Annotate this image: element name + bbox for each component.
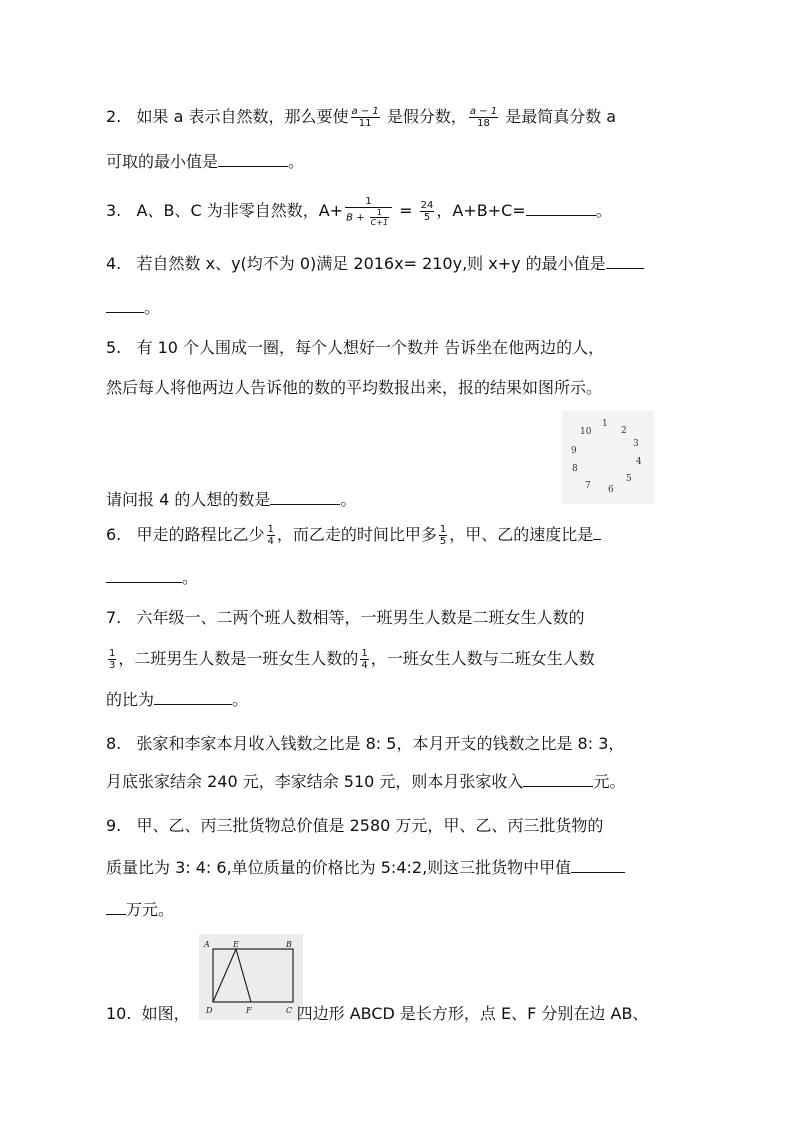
- circle-number: 3: [633, 439, 639, 449]
- answer-blank[interactable]: [106, 298, 144, 313]
- circle-number: 9: [571, 446, 577, 456]
- circle-number: 6: [608, 485, 614, 495]
- q7-fraction-1: $\frac{1}{3}$: [109, 648, 116, 671]
- circle-number: 1: [602, 419, 608, 429]
- circle-number: 8: [572, 464, 578, 474]
- label-c: C: [286, 1006, 293, 1015]
- q5-circle-figure: [562, 410, 654, 504]
- answer-blank[interactable]: [106, 568, 182, 583]
- answer-blank[interactable]: [218, 152, 288, 167]
- circle-number: 4: [636, 457, 642, 467]
- answer-blank[interactable]: [106, 900, 126, 915]
- label-a: A: [204, 940, 210, 949]
- q2-fraction-1: $\frac{a - 1}{11}$: [351, 106, 379, 129]
- q4-line1: 4. 若自然数 x、y(均不为 0)满足 2016x= 210y,则 x+y 的最小值是: [106, 254, 644, 274]
- triangle-edf: [213, 949, 251, 1002]
- q7-line3: 的比为 。: [106, 690, 249, 709]
- answer-blank[interactable]: [526, 201, 596, 216]
- q3-line: 3. A、B、C 为非零自然数，A+ 1 B + $\frac{1}{C+1}$ = $\frac{24}{5}$ ，A+B+C= 。: [106, 196, 612, 227]
- q8-line2: 月底张家结余 240 元，李家结余 510 元，则本月张家收入 元。: [106, 772, 626, 791]
- answer-blank[interactable]: [270, 490, 340, 505]
- label-e: E: [233, 940, 239, 949]
- q6-line1: 6. 甲走的路程比乙少 $\frac{1}{4}$ ，而乙走的时间比甲多 $\frac{1}{5}$ ，甲、乙的速度比是: [106, 524, 601, 547]
- q6-line2: 。: [106, 568, 198, 588]
- q8-line1: 8. 张家和李家本月收入钱数之比是 8: 5，本月开支的钱数之比是 8: 3，: [106, 734, 625, 753]
- label-b: B: [286, 940, 292, 949]
- q5-line1: 5. 有 10 个人围成一圈，每个人想好一个数并 告诉坐在他两边的人，: [106, 338, 605, 357]
- circle-number: 2: [621, 426, 627, 436]
- q9-line2: 质量比为 3: 4: 6,单位质量的价格比为 5:4:2,则这三批货物中甲值: [106, 858, 625, 878]
- circle-number: 7: [585, 481, 591, 491]
- answer-blank[interactable]: [593, 525, 601, 540]
- answer-blank[interactable]: [154, 690, 232, 705]
- answer-blank[interactable]: [606, 254, 644, 269]
- q5-line3: 请问报 4 的人想的数是 。: [106, 490, 357, 509]
- q5-line2: 然后每人将他两边人告诉他的数的平均数报出来，报的结果如图所示。: [106, 378, 603, 397]
- q2-line2: 可取的最小值是 。: [106, 152, 305, 171]
- q7-fraction-2: $\frac{1}{4}$: [361, 648, 368, 671]
- label-f: F: [246, 1006, 252, 1015]
- q7-line1: 7. 六年级一、二两个班人数相等，一班男生人数是二班女生人数的: [106, 608, 585, 627]
- q3-continued-fraction: 1 B + $\frac{1}{C+1}$: [345, 196, 392, 227]
- q4-line2: 。: [106, 298, 160, 318]
- circle-number: 5: [626, 474, 632, 484]
- q2-fraction-2: $\frac{a - 1}{18}$: [469, 106, 498, 129]
- answer-blank[interactable]: [523, 772, 593, 787]
- q2-line1: 2. 如果 a 表示自然数，那么要使 $\frac{a - 1}{11}$ 是假分数， $\frac{a - 1}{18}$ 是最简真分数 a: [106, 106, 617, 129]
- q9-line1: 9. 甲、乙、丙三批货物总价值是 2580 万元，甲、乙、丙三批货物的: [106, 816, 604, 835]
- q6-fraction-1: $\frac{1}{4}$: [267, 524, 274, 547]
- circle-number: 10: [580, 427, 592, 437]
- q6-fraction-2: $\frac{1}{5}$: [439, 524, 447, 547]
- label-d: D: [206, 1006, 213, 1015]
- q9-line3: 万元。: [106, 900, 174, 920]
- q10-line: 10. 如图， 四边形 ABCD 是长方形，点 E、F 分别在边 AB、: [106, 1004, 649, 1023]
- q2-text: 2. 如果 a 表示自然数，那么要使: [106, 107, 349, 126]
- q3-fraction-result: $\frac{24}{5}$: [420, 200, 434, 223]
- q7-line2: $\frac{1}{3}$ ，二班男生人数是一班女生人数的 $\frac{1}{4}$ ，一班女生人数与二班女生人数: [109, 648, 595, 671]
- answer-blank[interactable]: [571, 858, 625, 873]
